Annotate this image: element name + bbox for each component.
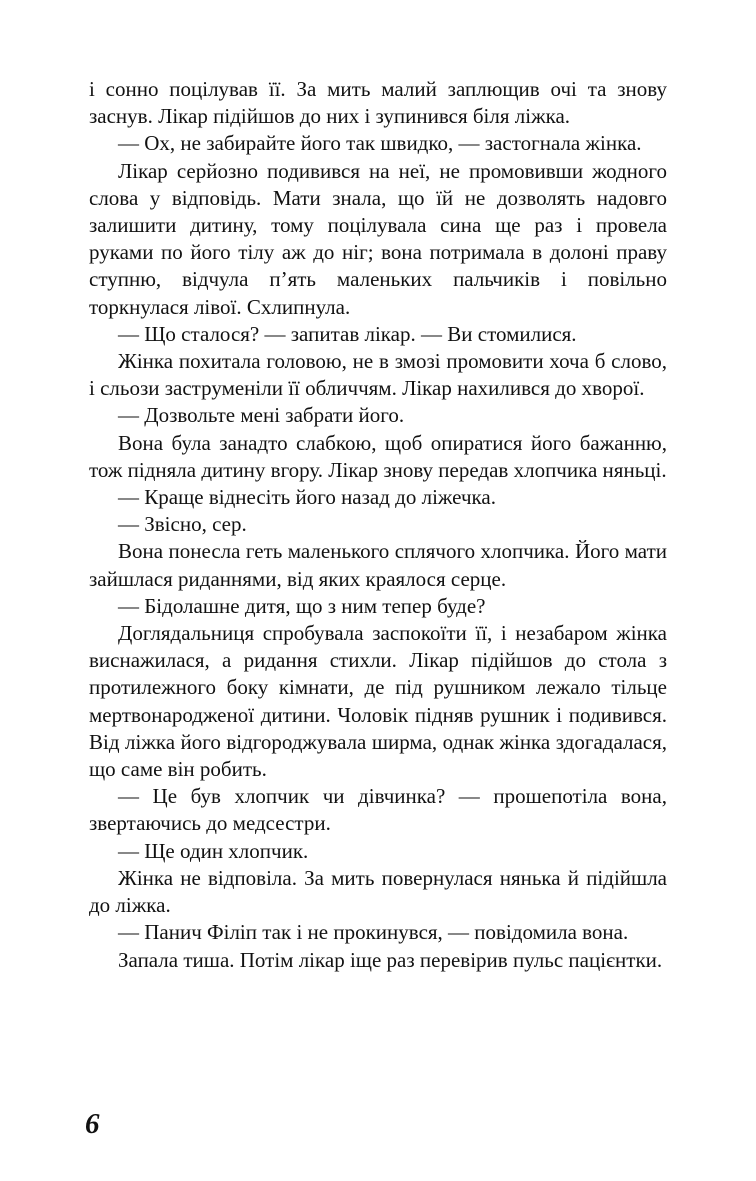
paragraph-4: — Що сталося? — запитав лікар. — Ви стомилися. (118, 321, 577, 346)
paragraph-11: — Бідолашне дитя, що з ним тепер буде? (118, 593, 486, 618)
paragraph-12: Доглядальниця спробувала заспокоїти її, і незабаром жінка виснажилася, а ридання стихли. Лікар підійшов до стола з протилежного боку кімнати, де під рушником лежало тільце мертвонародженої дитини. Чоловік підняв рушник і подивився. Від ліжка його відгороджувала ширма, однак жінка здогадалася, що саме він робить. (89, 621, 667, 782)
paragraph-2: — Ох, не забирайте його так швидко, — застогнала жінка. (118, 131, 642, 156)
paragraph-17: Запала тиша. Потім лікар іще раз перевірив пульс пацієнтки. (118, 947, 663, 972)
paragraph-9: — Звісно, сер. (118, 512, 247, 537)
page-number: 6 (85, 1108, 100, 1140)
paragraph-5: Жінка похитала головою, не в змозі промовити хоча б слово, і сльози заструменіли її обличчям. Лікар нахилився до хворої. (89, 349, 667, 401)
paragraph-7: Вона була занадто слабкою, щоб опиратися його бажанню, тож підняла дитину вгору. Лікар знову передав хлопчика няньці. (89, 430, 667, 482)
paragraph-3: Лікар серйозно подивився на неї, не промовивши жодного слова у відповідь. Мати знала, що їй не дозволять надовго залишити дитину, тому поцілувала сина ще раз і провела руками по його тілу аж до ніг; вона потримала в долоні праву ступню, відчула п’ять маленьких пальчиків і повільно торкнулася лівої. Схлипнула. (89, 158, 667, 319)
paragraph-6: — Дозвольте мені забрати його. (118, 403, 405, 428)
paragraph-13: — Це був хлопчик чи дівчинка? — прошепотіла вона, звертаючись до медсестри. (89, 784, 667, 836)
paragraph-14: — Ще один хлопчик. (118, 838, 309, 863)
paragraph-8: — Краще віднесіть його назад до ліжечка. (118, 485, 496, 510)
paragraph-16: — Панич Філіп так і не прокинувся, — повідомила вона. (118, 920, 629, 945)
paragraph-1: і сонно поцілував її. За мить малий заплющив очі та знову заснув. Лікар підійшов до них і зупинився біля ліжка. (89, 77, 667, 129)
paragraph-15: Жінка не відповіла. За мить повернулася нянька й підійшла до ліжка. (89, 865, 667, 918)
book-page-text (89, 76, 667, 1086)
paragraph-10: Вона понесла геть маленького сплячого хлопчика. Його мати зайшлася риданнями, від яких краялося серце. (89, 539, 667, 591)
